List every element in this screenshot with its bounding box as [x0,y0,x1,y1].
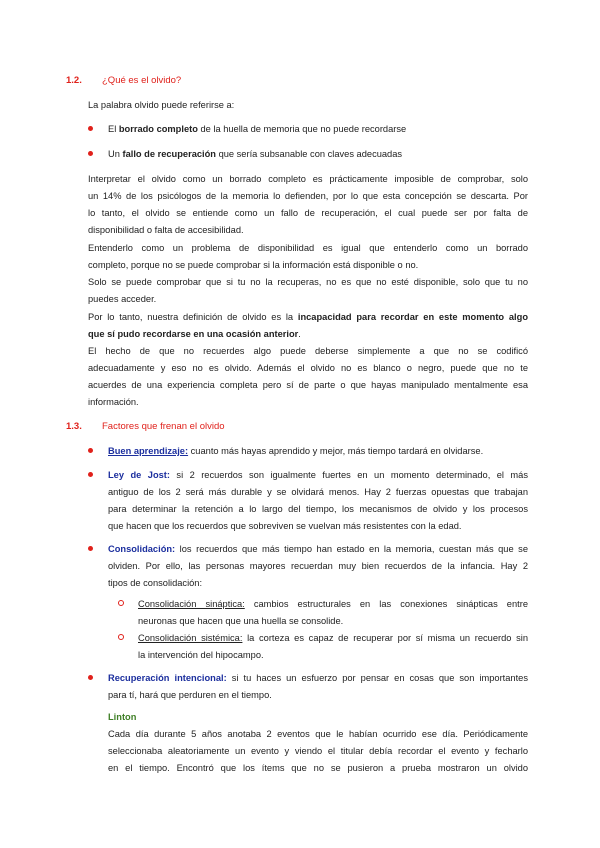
paragraph-line: puedes acceder. [88,294,157,304]
factor-term: Buen aprendizaje: [108,446,189,456]
paragraph-line: información. [88,397,139,407]
paragraph-line: que hacen que los recuerdos que sobreviven se vuelvan más resistentes con la edad. [108,521,462,531]
definition-bold-text: que sí pudo recordarse en una ocasión anterior [88,329,299,339]
section-heading-1-3 [66,418,225,435]
paragraph-line: disponibilidad o falta de accesibilidad. [88,225,244,235]
intro-text: La palabra olvido puede referirse a: [88,100,235,110]
paragraph-line [138,630,528,647]
bullet-icon [88,472,93,477]
section-title: ¿Qué es el olvido? [102,75,182,86]
sub-text: la corteza es capaz de recuperar por sí misma un recuerdo sin [242,633,529,643]
paragraph-line: lo tanto, el olvido se entiende como un fallo de recuperación, el cual puede ser por falta de [88,208,528,218]
bullet-icon [88,448,93,453]
circle-bullet-icon [118,634,124,640]
linton-block [108,709,528,777]
paragraph-line: El hecho de que no recuerdes algo puede deberse simplemente a que no se codificó [88,346,528,356]
paragraph-line: tipos de consolidación: [108,578,203,588]
paragraph-line: neuronas que hacen que una huella se consolide. [138,616,344,626]
paragraph-line: Solo se puede comprobar que si tu no la recuperas, no es que no esté disponible, solo que tu no [88,277,528,287]
bullet-icon [88,126,93,131]
factor-term: Consolidación: [108,544,176,554]
bullet-bold-text: borrado completo [118,124,198,134]
factor-text: los recuerdos que más tiempo han estado en la memoria, cuestan más que se [175,544,528,554]
sub-term: Consolidación sináptica: [138,599,245,609]
paragraph-line: antiguo de los 2 será más durable y se olvidará menos. Hay 2 fuerzas opuestas que trabajan [108,487,528,497]
paragraph-line: adecuadamente y eso no es olvido. Además el olvido no es blanco o negro, puede que no te [88,363,528,373]
bullet-icon [88,675,93,680]
bullet-bold-text: fallo de recuperación [122,149,216,159]
circle-bullet-icon [118,600,124,606]
paragraph-line: completo, porque no se puede comprobar si la información está disponible o no. [88,260,419,270]
paragraph-line: Interpretar el olvido como un borrado completo es prácticamente imposible de comprobar, solo [88,174,528,184]
paragraph-line: un 14% de los psicólogos de la memoria lo defienden, por lo que esta concepción se descarta. Por [88,191,528,201]
paragraph-line: la intervención del hipocampo. [138,650,264,660]
sub-text: cambios estructurales en las conexiones sinápticas entre [244,599,528,609]
bullet-text: Un [108,149,123,159]
paragraph-line: en el tiempo. Encontró que los ítems que no se pusieron a prueba mostraron un olvido [108,763,528,773]
paragraph-text: Por lo tanto, nuestra definición de olvido es la [88,312,298,322]
paragraph [88,309,528,411]
section-number: 1.2. [66,75,82,86]
factor-text: si tu haces un esfuerzo por pensar en cosas que son importantes [226,673,529,683]
factor-text: cuanto más hayas aprendido y mejor, más tiempo tardará en olvidarse. [188,446,484,456]
paragraph [88,171,528,239]
factor-term: Recuperación intencional: [108,673,227,683]
section-heading-1-2 [66,72,181,89]
sub-term: Consolidación sistémica: [138,633,243,643]
bullet-icon [88,151,93,156]
definition-bold-text: incapacidad para recordar en este momento algo [297,312,528,322]
paragraph-line: para determinar la retención a lo largo del tiempo, los mecanismos de olvido y los procesos [108,504,528,514]
paragraph-line [138,596,528,613]
bullet-text: El [108,124,119,134]
paragraph-line [108,541,528,558]
section-number: 1.3. [66,421,82,432]
bullet-icon [88,546,93,551]
paragraph-line: para tí, hará que perduren en el tiempo. [108,690,272,700]
paragraph-line [108,467,528,484]
paragraph-line: Cada día durante 5 años anotaba 2 eventos que le habían ocurrido ese día. Periódicamente [108,729,528,739]
paragraph-line [88,309,528,326]
paragraph-line: Entenderlo como un problema de disponibilidad es igual que entenderlo como un borrado [88,243,528,253]
paragraph-line: acuerdes de una experiencia completa pero sí de parte o que hayas manipulado mentalmente esa [88,380,528,390]
paragraph-line: olviden. Por ello, las personas mayores recuerdan muy bien recuerdos de la infancia. Hay 2 [108,561,528,571]
bullet-text: que sería subsanable con claves adecuadas [215,149,403,159]
paragraph-line: seleccionaba aleatoriamente un evento y viendo el titular debía recordar el evento y fecharlo [108,746,528,756]
factor-term: Ley de Jost: [108,470,170,480]
subsection-title: Linton [108,712,137,722]
section-title: Factores que frenan el olvido [102,421,225,432]
paragraph-line [108,670,528,687]
bullet-text: de la huella de memoria que no puede recordarse [197,124,407,134]
factor-text: si 2 recuerdos son igualmente fuertes en un momento determinado, el más [169,470,528,480]
paragraph-text: . [298,329,301,339]
paragraph [88,240,528,308]
paragraph-line [88,326,528,343]
